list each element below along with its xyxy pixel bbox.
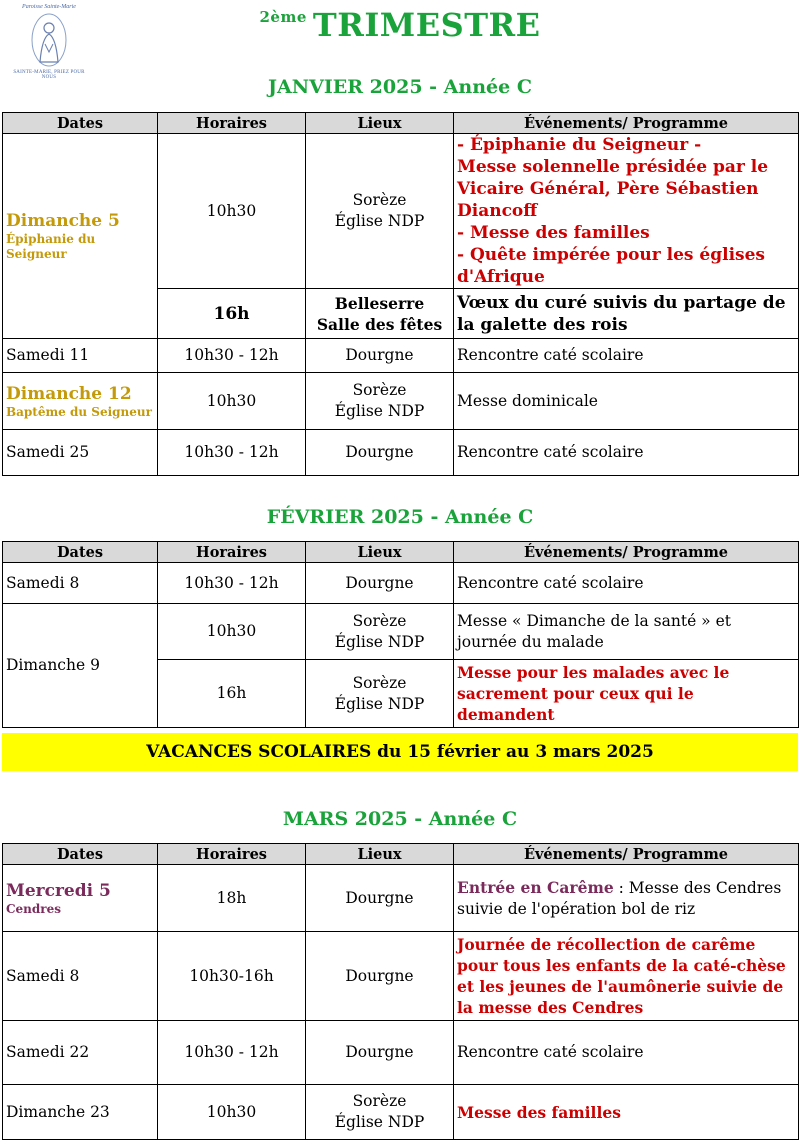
place-cell: Dourgne [306,563,454,604]
place-venue: Église NDP [334,694,425,713]
schedule-table-janvier [2,112,799,476]
event-cell: Messe dominicale [454,373,799,430]
event-line: - Épiphanie du Seigneur - [457,135,702,155]
event-cell: Rencontre caté scolaire [454,339,799,373]
time-cell: 10h30 [158,604,306,660]
date-subtitle: Épiphanie du Seigneur [6,232,96,261]
date-cell: Samedi 8 [3,932,158,1021]
date-cell: Samedi 11 [3,339,158,373]
place-venue: Salle des fêtes [316,314,443,334]
header-lieux: Lieux [306,844,454,865]
time-cell: 10h30 [158,1085,306,1140]
date-subtitle: Baptême du Seigneur [6,404,152,419]
header-horaires: Horaires [158,844,306,865]
table-header-row [3,113,799,134]
place-venue: Église NDP [334,402,425,420]
place-town: Sorèze [352,611,407,630]
place-venue: Église NDP [334,212,425,230]
time-cell: 16h [158,660,306,728]
table-row [3,373,799,430]
date-cell: Dimanche 9 [3,604,158,728]
event-cell: Messe pour les malades avec le sacrement pour ceux qui le demandent [454,660,799,728]
header-lieux: Lieux [306,542,454,563]
place-town: Belleserre [334,293,425,313]
place-cell [306,134,454,289]
date-cell: Samedi 22 [3,1021,158,1085]
place-town: Sorèze [352,381,407,399]
table-row [3,563,799,604]
place-cell: Dourgne [306,339,454,373]
event-cell: Messe des familles [454,1085,799,1140]
table-row [3,865,799,932]
place-cell: Dourgne [306,865,454,932]
header-lieux: Lieux [306,113,454,134]
event-highlight: Entrée en Carême [457,877,614,897]
time-cell: 10h30 - 12h [158,563,306,604]
event-cell: Rencontre caté scolaire [454,1021,799,1085]
time-cell: 16h [158,289,306,339]
header-evenements: Événements/ Programme [454,113,799,134]
table-row [3,430,799,476]
month-title-fevrier: FÉVRIER 2025 - Année C [266,506,534,528]
header-horaires: Horaires [158,542,306,563]
place-town: Sorèze [352,1092,407,1110]
school-holidays-banner: VACANCES SCOLAIRES du 15 février au 3 mars 2025 [2,733,798,771]
event-line: - Quête impérée pour les églises d'Afrique [457,245,766,287]
place-cell: Dourgne [306,932,454,1021]
header-dates: Dates [3,844,158,865]
place-cell: Dourgne [306,430,454,476]
table-header-row [3,542,799,563]
event-line: Messe solennelle présidée par le Vicaire Général, Père Sébastien Diancoff [457,157,769,221]
place-venue: Église NDP [334,1113,425,1131]
header-horaires: Horaires [158,113,306,134]
date-cell: Samedi 8 [3,563,158,604]
time-cell: 18h [158,865,306,932]
event-cell [454,865,799,932]
title-text: TRIMESTRE [312,6,541,44]
date-label: Dimanche 12 [6,383,132,404]
date-cell [3,373,158,430]
table-row [3,604,799,660]
date-label: Mercredi 5 [6,880,111,901]
event-cell: Rencontre caté scolaire [454,563,799,604]
date-subtitle: Cendres [6,901,62,916]
place-cell: Dourgne [306,1021,454,1085]
page-title [0,6,800,44]
table-row [3,1085,799,1140]
header-dates: Dates [3,113,158,134]
time-cell: 10h30 - 12h [158,1021,306,1085]
place-cell [306,604,454,660]
event-cell: Vœux du curé suivis du partage de la galette des rois [454,289,799,339]
time-cell: 10h30 - 12h [158,430,306,476]
table-row [3,932,799,1021]
date-cell [3,865,158,932]
place-cell [306,289,454,339]
table-row [3,339,799,373]
place-town: Sorèze [352,673,407,692]
schedule-table-mars [2,843,799,1140]
place-cell [306,1085,454,1140]
time-cell: 10h30 [158,134,306,289]
time-cell: 10h30 - 12h [158,339,306,373]
event-cell [454,134,799,289]
date-cell [3,134,158,339]
event-line: - Messe des familles [457,223,650,243]
month-title-janvier: JANVIER 2025 - Année C [268,76,532,98]
event-cell: Journée de récollection de carême pour tous les enfants de la caté-chèse et les jeunes de l'aumônerie suivie de la messe des Cendres [454,932,799,1021]
place-town: Sorèze [352,191,407,209]
title-prefix: 2ème [259,8,307,26]
event-text: : Messe des Cendres suivie de l'opération bol de riz [457,878,782,918]
date-label: Dimanche 5 [6,211,120,231]
logo-bottom-text: SAINTE-MARIE, PRIEZ POUR NOUS [13,70,85,80]
place-cell [306,373,454,430]
date-cell: Samedi 25 [3,430,158,476]
date-cell: Dimanche 23 [3,1085,158,1140]
logo-top-text: Paroisse Sainte-Marie [22,4,76,10]
header-dates: Dates [3,542,158,563]
header-evenements: Événements/ Programme [454,542,799,563]
table-header-row [3,844,799,865]
header-evenements: Événements/ Programme [454,844,799,865]
table-row [3,1021,799,1085]
place-venue: Église NDP [334,632,425,651]
time-cell: 10h30 [158,373,306,430]
table-row [3,134,799,289]
place-cell [306,660,454,728]
schedule-table-fevrier [2,541,799,728]
event-cell: Messe « Dimanche de la santé » et journée du malade [454,604,799,660]
time-cell: 10h30-16h [158,932,306,1021]
event-cell: Rencontre caté scolaire [454,430,799,476]
month-title-mars: MARS 2025 - Année C [282,808,518,830]
